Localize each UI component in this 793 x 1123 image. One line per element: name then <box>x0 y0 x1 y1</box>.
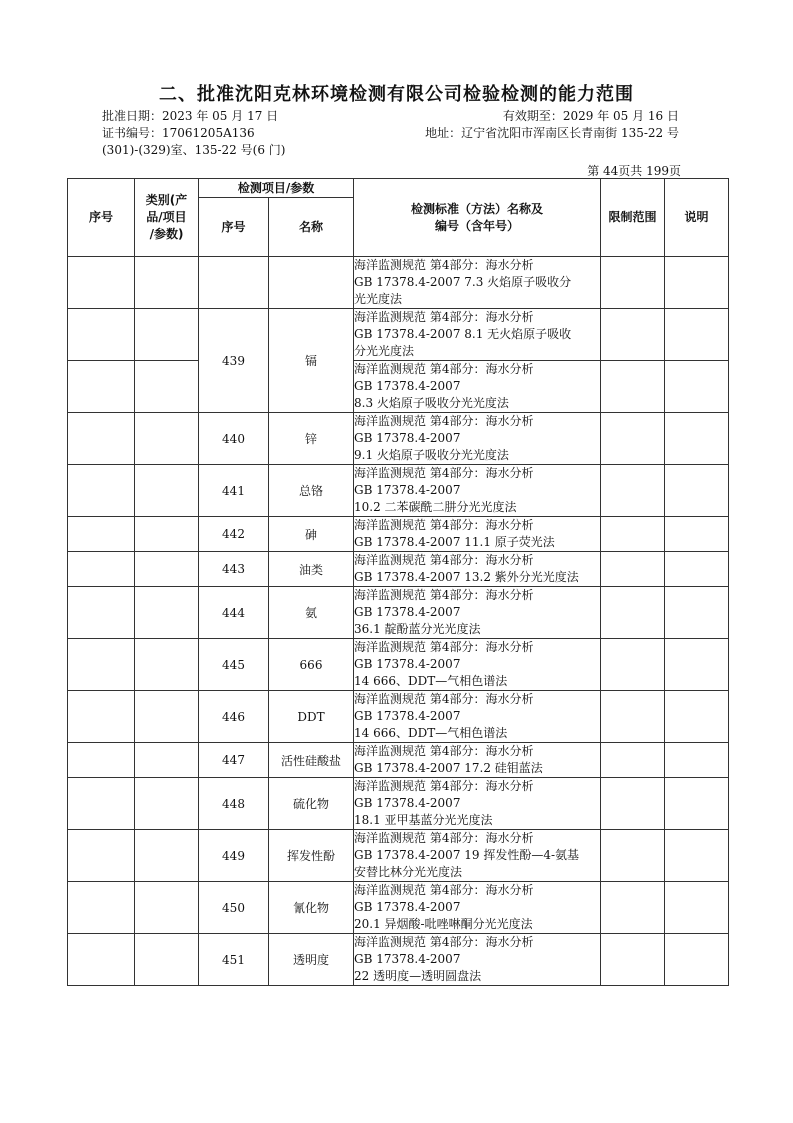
standard-line: 22 透明度—透明圆盘法 <box>354 969 482 983</box>
table-row <box>68 517 729 552</box>
standard-line: 光光度法 <box>354 292 403 306</box>
item-name-cell: 镉 <box>269 309 354 413</box>
item-seq-cell: 442 <box>199 517 269 552</box>
standard-line: GB 17378.4-2007 17.2 硅钼蓝法 <box>354 761 543 775</box>
address-continued: (301)-(329)室、135-22 号(6 门) <box>102 143 286 157</box>
standard-cell <box>354 830 601 882</box>
seq-cell <box>68 830 135 882</box>
standard-cell <box>354 639 601 691</box>
category-cell <box>135 830 199 882</box>
standard-line: 20.1 异烟酸-吡唑啉酮分光光度法 <box>354 917 533 931</box>
limit-cell <box>601 465 665 517</box>
standard-line: 海洋监测规范 第4部分：海水分析 <box>354 588 534 602</box>
limit-cell <box>601 517 665 552</box>
table-row <box>68 413 729 465</box>
limit-cell <box>601 778 665 830</box>
item-seq-cell: 449 <box>199 830 269 882</box>
item-name-cell: 氰化物 <box>269 882 354 934</box>
standard-cell <box>354 413 601 465</box>
note-cell <box>665 830 729 882</box>
standard-line: GB 17378.4-2007 <box>354 796 461 810</box>
category-cell <box>135 691 199 743</box>
limit-cell <box>601 413 665 465</box>
category-cell <box>135 934 199 986</box>
header-item-seq: 序号 <box>199 198 269 257</box>
note-cell <box>665 517 729 552</box>
standard-line: GB 17378.4-2007 19 挥发性酚—4-氨基 <box>354 848 580 862</box>
table-body <box>68 257 729 986</box>
seq-cell <box>68 465 135 517</box>
header-standard-line: 检测标准（方法）名称及 <box>411 201 544 216</box>
category-cell <box>135 778 199 830</box>
note-cell <box>665 778 729 830</box>
standard-line: GB 17378.4-2007 <box>354 952 461 966</box>
valid-until: 有效期至：2029 年 05 月 16 日 <box>502 109 679 123</box>
item-name-cell: 总铬 <box>269 465 354 517</box>
item-name-cell: DDT <box>269 691 354 743</box>
limit-cell <box>601 552 665 587</box>
limit-cell <box>601 639 665 691</box>
standard-line: 海洋监测规范 第4部分：海水分析 <box>354 362 534 376</box>
category-cell <box>135 361 199 413</box>
item-seq-cell: 447 <box>199 743 269 778</box>
item-name-cell: 活性硅酸盐 <box>269 743 354 778</box>
approval-date: 批准日期：2023 年 05 月 17 日 <box>102 109 279 123</box>
note-cell <box>665 552 729 587</box>
limit-cell <box>601 691 665 743</box>
seq-cell <box>68 882 135 934</box>
standard-cell <box>354 257 601 309</box>
item-seq-cell: 439 <box>199 309 269 413</box>
standard-cell <box>354 882 601 934</box>
table-row <box>68 882 729 934</box>
item-seq-cell: 451 <box>199 934 269 986</box>
standard-cell <box>354 691 601 743</box>
standard-line: GB 17378.4-2007 <box>354 657 461 671</box>
table-row <box>68 639 729 691</box>
standard-line: GB 17378.4-2007 8.1 无火焰原子吸收 <box>354 327 572 341</box>
seq-cell <box>68 934 135 986</box>
standard-line: 海洋监测规范 第4部分：海水分析 <box>354 883 534 897</box>
limit-cell <box>601 361 665 413</box>
table-row <box>68 743 729 778</box>
header-limit: 限制范围 <box>601 179 665 257</box>
standard-line: GB 17378.4-2007 13.2 紫外分光光度法 <box>354 570 579 584</box>
note-cell <box>665 309 729 361</box>
header-item-group: 检测项目/参数 <box>199 179 354 198</box>
standard-line: 海洋监测规范 第4部分：海水分析 <box>354 258 534 272</box>
limit-cell <box>601 743 665 778</box>
seq-cell <box>68 691 135 743</box>
seq-cell <box>68 778 135 830</box>
standard-line: GB 17378.4-2007 <box>354 900 461 914</box>
item-name-cell: 挥发性酚 <box>269 830 354 882</box>
header-note: 说明 <box>665 179 729 257</box>
limit-cell <box>601 934 665 986</box>
note-cell <box>665 361 729 413</box>
item-seq-cell: 440 <box>199 413 269 465</box>
standard-line: 海洋监测规范 第4部分：海水分析 <box>354 414 534 428</box>
header-category-line: 品/项目 <box>146 210 187 224</box>
limit-cell <box>601 309 665 361</box>
header-category <box>135 179 199 257</box>
limit-cell <box>601 830 665 882</box>
item-name-cell: 硫化物 <box>269 778 354 830</box>
note-cell <box>665 587 729 639</box>
certificate-number: 证书编号：17061205A136 <box>102 126 255 140</box>
item-seq-cell: 450 <box>199 882 269 934</box>
item-name-cell: 666 <box>269 639 354 691</box>
item-seq-cell: 441 <box>199 465 269 517</box>
table-row <box>68 778 729 830</box>
standard-line: 海洋监测规范 第4部分：海水分析 <box>354 466 534 480</box>
standard-cell <box>354 778 601 830</box>
table-row <box>68 257 729 309</box>
table-row <box>68 830 729 882</box>
category-cell <box>135 587 199 639</box>
item-seq-cell: 444 <box>199 587 269 639</box>
standard-line: 14 666、DDT—气相色谱法 <box>354 674 508 688</box>
standard-line: GB 17378.4-2007 <box>354 483 461 497</box>
limit-cell <box>601 257 665 309</box>
item-seq-cell: 446 <box>199 691 269 743</box>
category-cell <box>135 639 199 691</box>
standard-line: GB 17378.4-2007 <box>354 605 461 619</box>
standard-line: GB 17378.4-2007 7.3 火焰原子吸收分 <box>354 275 572 289</box>
standard-cell <box>354 587 601 639</box>
category-cell <box>135 465 199 517</box>
category-cell <box>135 309 199 361</box>
note-cell <box>665 413 729 465</box>
header-seq: 序号 <box>68 179 135 257</box>
note-cell <box>665 257 729 309</box>
category-cell <box>135 257 199 309</box>
item-name-cell: 油类 <box>269 552 354 587</box>
seq-cell <box>68 361 135 413</box>
standard-cell <box>354 309 601 361</box>
category-cell <box>135 517 199 552</box>
header-category-line: /参数) <box>149 227 184 241</box>
item-seq-cell <box>199 257 269 309</box>
seq-cell <box>68 309 135 361</box>
capability-table <box>67 178 729 986</box>
seq-cell <box>68 517 135 552</box>
limit-cell <box>601 882 665 934</box>
note-cell <box>665 882 729 934</box>
table-row <box>68 691 729 743</box>
standard-cell <box>354 465 601 517</box>
standard-line: 海洋监测规范 第4部分：海水分析 <box>354 744 534 758</box>
standard-line: 10.2 二苯碳酰二肼分光光度法 <box>354 500 517 514</box>
seq-cell <box>68 587 135 639</box>
note-cell <box>665 465 729 517</box>
standard-line: 分光光度法 <box>354 344 415 358</box>
seq-cell <box>68 743 135 778</box>
note-cell <box>665 743 729 778</box>
standard-line: GB 17378.4-2007 <box>354 709 461 723</box>
header-category-line: 类别(产 <box>145 193 188 207</box>
seq-cell <box>68 639 135 691</box>
standard-line: 36.1 靛酚蓝分光光度法 <box>354 622 481 636</box>
seq-cell <box>68 552 135 587</box>
standard-line: 海洋监测规范 第4部分：海水分析 <box>354 310 534 324</box>
table-row <box>68 361 729 413</box>
category-cell <box>135 552 199 587</box>
standard-cell <box>354 361 601 413</box>
standard-line: 14 666、DDT—气相色谱法 <box>354 726 508 740</box>
item-name-cell: 透明度 <box>269 934 354 986</box>
standard-cell <box>354 517 601 552</box>
table-row <box>68 587 729 639</box>
header-item-name: 名称 <box>269 198 354 257</box>
item-name-cell <box>269 257 354 309</box>
table-row <box>68 934 729 986</box>
standard-line: 安替比林分光光度法 <box>354 865 463 879</box>
standard-line: GB 17378.4-2007 <box>354 379 461 393</box>
standard-line: 海洋监测规范 第4部分：海水分析 <box>354 779 534 793</box>
standard-line: 海洋监测规范 第4部分：海水分析 <box>354 518 534 532</box>
standard-cell <box>354 552 601 587</box>
note-cell <box>665 691 729 743</box>
standard-line: 海洋监测规范 第4部分：海水分析 <box>354 935 534 949</box>
limit-cell <box>601 587 665 639</box>
note-cell <box>665 934 729 986</box>
standard-line: 海洋监测规范 第4部分：海水分析 <box>354 640 534 654</box>
standard-line: 海洋监测规范 第4部分：海水分析 <box>354 692 534 706</box>
header-standard-line: 编号（含年号） <box>435 218 520 233</box>
note-cell <box>665 639 729 691</box>
header-standard <box>354 179 601 257</box>
standard-cell <box>354 934 601 986</box>
standard-line: 9.1 火焰原子吸收分光光度法 <box>354 448 509 462</box>
category-cell <box>135 743 199 778</box>
item-seq-cell: 443 <box>199 552 269 587</box>
page-title: 二、批准沈阳克林环境检测有限公司检验检测的能力范围 <box>159 84 634 105</box>
standard-line: 18.1 亚甲基蓝分光光度法 <box>354 813 493 827</box>
seq-cell <box>68 257 135 309</box>
standard-line: GB 17378.4-2007 11.1 原子荧光法 <box>354 535 555 549</box>
standard-line: 8.3 火焰原子吸收分光光度法 <box>354 396 509 410</box>
item-name-cell: 氨 <box>269 587 354 639</box>
seq-cell <box>68 413 135 465</box>
address: 地址：辽宁省沈阳市浑南区长青南街 135-22 号 <box>425 126 679 140</box>
item-seq-cell: 445 <box>199 639 269 691</box>
table-row <box>68 309 729 361</box>
item-name-cell: 砷 <box>269 517 354 552</box>
table-row <box>68 465 729 517</box>
page-info: 第 44页共 199页 <box>587 164 681 178</box>
standard-line: 海洋监测规范 第4部分：海水分析 <box>354 831 534 845</box>
category-cell <box>135 413 199 465</box>
item-seq-cell: 448 <box>199 778 269 830</box>
standard-line: GB 17378.4-2007 <box>354 431 461 445</box>
category-cell <box>135 882 199 934</box>
standard-cell <box>354 743 601 778</box>
item-name-cell: 锌 <box>269 413 354 465</box>
standard-line: 海洋监测规范 第4部分：海水分析 <box>354 553 534 567</box>
table-row <box>68 552 729 587</box>
